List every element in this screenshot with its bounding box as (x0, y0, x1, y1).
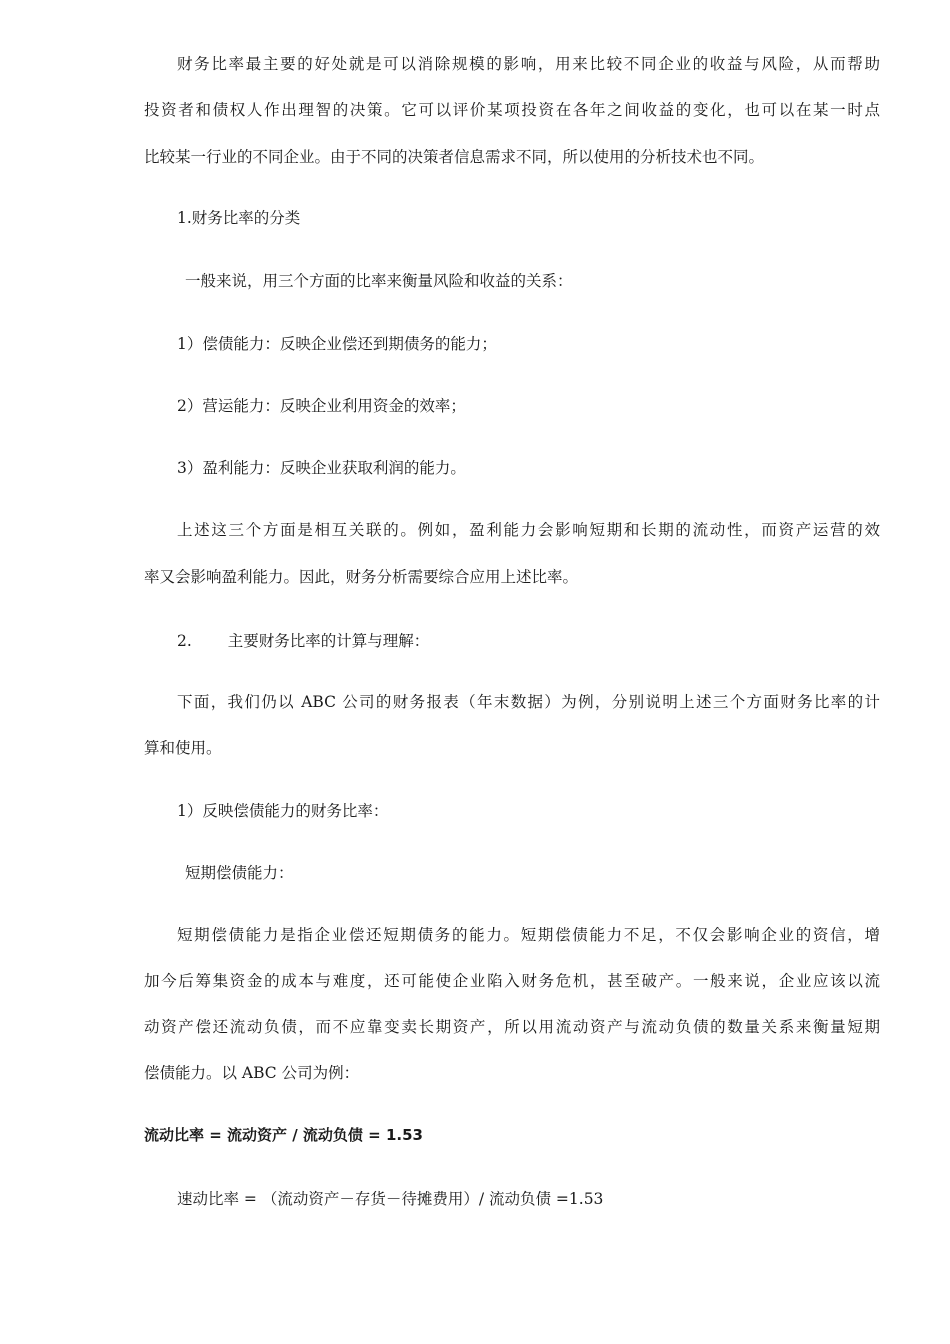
section-heading-2-text: 主要财务比率的计算与理解： (227, 632, 430, 650)
paragraph-1-line-2: 投资者和债权人作出理智的决策。它可以评价某项投资在各年之间收益的变化，也可以在某一时点 (144, 101, 880, 119)
subsection-heading-solvency: 1）反映偿债能力的财务比率： (177, 802, 389, 820)
paragraph-5-line-4: 偿债能力。以 ABC 公司为例： (144, 1064, 360, 1082)
paragraph-2: 一般来说，用三个方面的比率来衡量风险和收益的关系： (185, 272, 573, 290)
paragraph-3-line-1: 上述这三个方面是相互关联的。例如，盈利能力会影响短期和长期的流动性，而资产运营的效 (177, 521, 880, 539)
formula-quick-ratio: 速动比率 = （流动资产－存货－待摊费用）/ 流动负债 =1.53 (177, 1190, 604, 1208)
paragraph-5-line-3: 动资产偿还流动负债，而不应靠变卖长期资产，所以用流动资产与流动负债的数量关系来衡量短期 (144, 1018, 880, 1036)
list-item-operating: 2）营运能力：反映企业利用资金的效率； (177, 397, 466, 415)
list-item-profitability: 3）盈利能力：反映企业获取利润的能力。 (177, 459, 466, 477)
list-item-solvency: 1）偿债能力：反映企业偿还到期债务的能力； (177, 335, 497, 353)
paragraph-5-line-1: 短期偿债能力是指企业偿还短期债务的能力。短期偿债能力不足，不仅会影响企业的资信，增 (177, 926, 880, 944)
section-heading-2-number: 2. (177, 632, 192, 650)
section-heading-1: 1.财务比率的分类 (177, 209, 301, 227)
paragraph-5-line-2: 加今后筹集资金的成本与难度，还可能使企业陷入财务危机，甚至破产。一般来说，企业应该以流 (144, 972, 880, 990)
subsection-heading-short-term: 短期偿债能力： (185, 864, 294, 882)
paragraph-1-line-3: 比较某一行业的不同企业。由于不同的决策者信息需求不同，所以使用的分析技术也不同。 (144, 148, 765, 166)
paragraph-4-line-1: 下面，我们仍以 ABC 公司的财务报表（年末数据）为例，分别说明上述三个方面财务比率的计 (177, 693, 880, 711)
paragraph-1-line-1: 财务比率最主要的好处就是可以消除规模的影响，用来比较不同企业的收益与风险，从而帮助 (177, 55, 880, 73)
paragraph-3-line-2: 率又会影响盈利能力。因此，财务分析需要综合应用上述比率。 (144, 568, 579, 586)
section-heading-2 (177, 630, 880, 652)
paragraph-4-line-2: 算和使用。 (144, 739, 222, 757)
formula-current-ratio: 流动比率 = 流动资产 / 流动负债 = 1.53 (144, 1126, 423, 1144)
